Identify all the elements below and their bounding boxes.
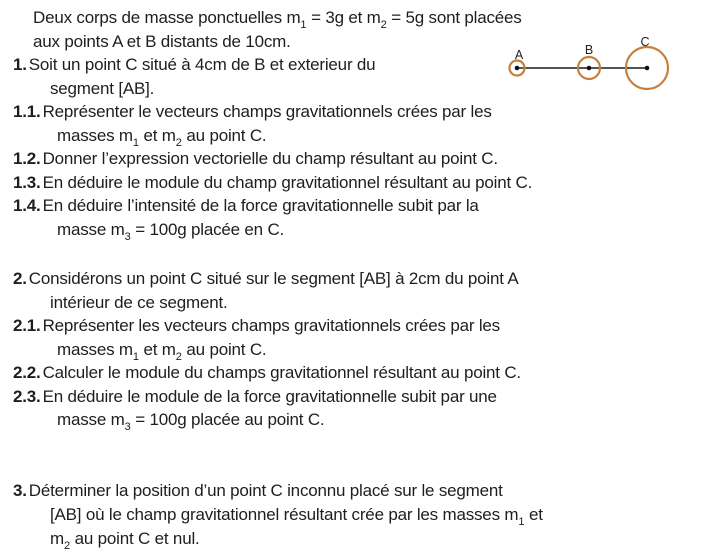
question-number: 1.3. [13,172,41,192]
question-text: au point C. [181,125,267,145]
question-text: m [50,529,64,548]
intro-text-part: Deux corps de masse ponctuelles m [33,8,301,27]
question-2 [0,267,714,291]
question-2-1 [0,314,714,338]
point-c-dot [645,66,650,71]
section-gap [0,241,714,267]
subscript-m1: 1 [300,19,307,31]
question-1-2 [0,147,714,171]
question-text: Représenter les vecteurs champs gravitationnels crées par les [42,316,500,335]
question-number: 1.4. [13,196,41,215]
question-number: 2.1. [13,316,41,335]
question-text: Considérons un point C situé sur le segment [AB] à 2cm du point A [28,269,519,288]
question-2-1-cont [0,338,714,362]
subscript-m2: 2 [175,136,182,149]
section-3 [0,479,714,551]
question-1-3 [0,171,714,195]
question-3-cont-1 [0,503,714,527]
subscript-m3: 3 [124,421,131,433]
question-text: = 100g placée en C. [130,219,285,239]
points-diagram [495,30,680,100]
point-b-dot [587,66,592,71]
question-1-1 [0,100,714,124]
subscript-m2: 2 [63,540,71,552]
intro-line-1 [0,6,714,30]
point-a-label: A [514,48,524,62]
subscript-m1: 1 [132,350,139,363]
question-text: et [524,505,543,524]
question-text: En déduire le module de la force gravitationnelle subit par une [42,386,497,406]
subscript-m2: 2 [380,19,387,31]
question-2-2 [0,361,714,385]
intro-text-part: = 3g et m [306,8,381,27]
section-gap [0,455,714,479]
point-b-label: B [584,43,594,57]
question-1-4-cont [0,218,714,242]
question-text: masse m [57,410,125,429]
question-3-cont-2 [0,527,714,551]
question-2-cont [0,291,714,315]
question-2-3 [0,385,714,409]
question-number: 3. [13,481,27,500]
question-text: et m [138,339,176,359]
question-text: au point C et nul. [70,529,200,548]
question-text: masse m [57,219,125,239]
question-1-1-cont [0,124,714,148]
intro-text-part: aux points A et B distants de 10cm. [33,31,291,51]
question-number: 2. [13,269,27,288]
question-text: Déterminer la position d’un point C inconnu placé sur le segment [28,481,503,500]
blank-line [0,432,714,456]
question-2-3-cont [0,408,714,432]
subscript-m1: 1 [132,136,139,149]
question-number: 1. [13,55,27,74]
question-number: 1.1. [13,102,41,121]
question-text: au point C. [181,339,267,359]
subscript-m3: 3 [124,230,131,243]
question-number: 2.3. [13,386,41,406]
subscript-m2: 2 [175,350,182,363]
question-text: En déduire le module du champ gravitationnel résultant au point C. [42,172,533,192]
question-text: = 100g placée au point C. [130,410,325,429]
question-number: 2.2. [13,363,41,382]
question-text: En déduire l’intensité de la force gravitationnelle subit par la [42,196,479,215]
point-c-label: C [640,35,650,49]
question-text: [AB] où le champ gravitationnel résultant crée par les masses m [50,505,519,524]
question-text: et m [138,125,176,145]
question-3 [0,479,714,503]
intro-text-part: = 5g sont placées [386,8,522,27]
question-text: Soit un point C situé à 4cm de B et exterieur du [28,55,376,74]
question-text: masses m [57,125,133,145]
question-text: segment [AB]. [50,78,155,98]
question-text: Donner l’expression vectorielle du champ résultant au point C. [42,149,498,168]
subscript-m1: 1 [518,516,525,528]
question-text: Représenter le vecteurs champs gravitationnels crées par les [42,102,492,121]
question-text: masses m [57,339,133,359]
question-1-4 [0,194,714,218]
question-text: intérieur de ce segment. [50,292,228,312]
question-text: Calculer le module du champs gravitationnel résultant au point C. [42,363,521,382]
question-number: 1.2. [13,149,41,168]
point-a-dot [515,66,520,71]
